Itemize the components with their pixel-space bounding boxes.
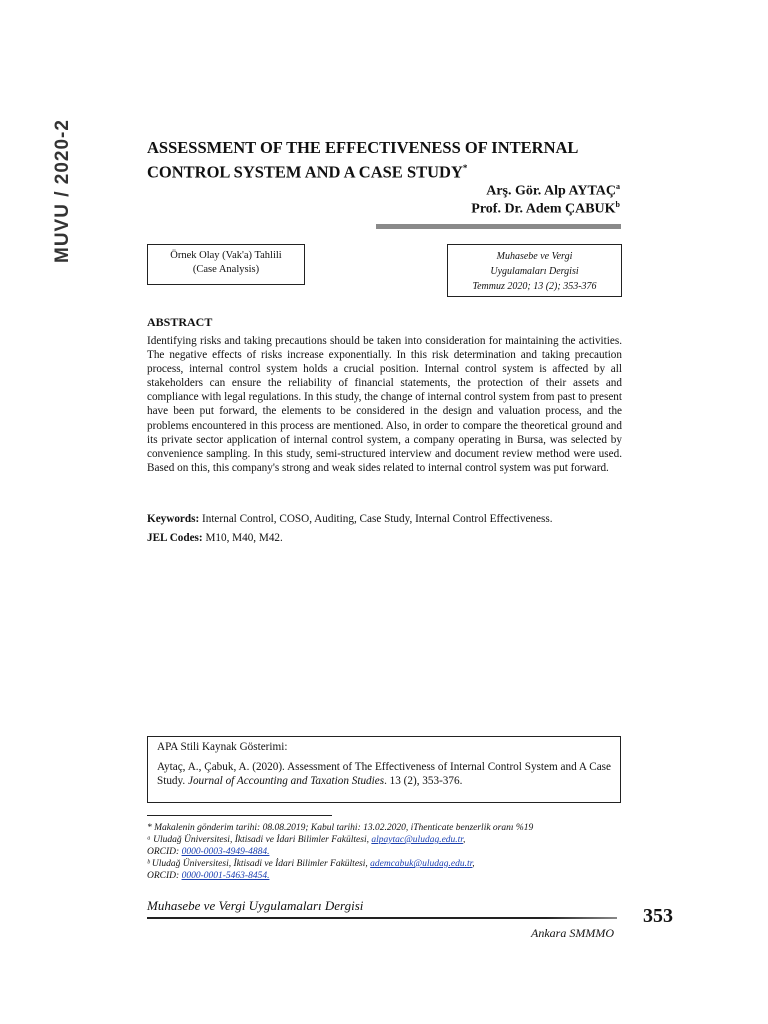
jel-codes [147,532,283,544]
page-number: 353 [643,905,673,927]
footer-journal-name: Muhasebe ve Vergi Uygulamaları Dergisi [147,898,364,913]
article-type-tr: Örnek Olay (Vak'a) Tahlili [170,250,282,261]
author-2-email-link[interactable]: ademcabuk@uludag.edu.tr [370,859,473,869]
journal-info-box [447,244,622,297]
journal-info-line2: Uygulamaları Dergisi [490,266,579,277]
article-type-en: (Case Analysis) [192,264,260,275]
citation-heading: APA Stili Kaynak Gösterimi: [157,741,288,753]
article-title [147,138,625,183]
citation-journal: Journal of Accounting and Taxation Studies [187,775,385,787]
author-2-orcid-link[interactable]: 0000-0001-5463-8454. [181,871,270,881]
author-2-mark: b [615,200,620,209]
keywords [147,513,553,525]
footer-publisher: Ankara SMMMO [531,926,614,940]
footnote-a-orcid [147,846,627,858]
orcid-label: ORCID: [147,871,182,881]
title-text: ASSESSMENT OF THE EFFECTIVENESS OF INTERNAL CONTROL SYSTEM AND A CASE STUDY [147,138,578,182]
keywords-value: Internal Control, COSO, Auditing, Case Study, Internal Control Effectiveness. [202,513,553,525]
footnote-submission: * Makalenin gönderim tarihi: 08.08.2019; Kabul tarihi: 13.02.2020, iThenticate benzerlik oranı %19 [147,823,534,833]
footnote-b: ᵇ Uludağ Üniversitesi, İktisadi ve İdari Bilimler Fakültesi, ademcabuk@uludag.edu.tr, [147,859,475,869]
article-type-box [147,244,305,285]
journal-side-label [50,119,74,265]
footnote-a: ᵃ Uludağ Üniversitesi, İktisadi ve İdari Bilimler Fakültesi, alpaytac@uludag.edu.tr, [147,835,466,845]
citation-authors: Aytaç, A., Çabuk, A. (2020). Assessment of The Effectiveness of Internal Control System and A Case Study. [157,761,611,787]
author-1-name: Arş. Gör. Alp AYTAÇ [486,183,616,199]
author-1 [486,182,620,200]
jel-value: M10, M40, M42. [205,532,283,544]
title-rule [376,224,621,229]
abstract-text: Identifying risks and taking precautions should be taken into consideration for maintaining the activities. The negative effects of risks increase exponentially. In this risk determination and taking precaution process, internal control system holds a crucial position. Internal control system is affected by all stakeholders can ensure the reliability of financial statements, the protection of their assets and compliance with legal regulations. In this study, the change of internal control system from past to present have been put forward, the elements to be considered in the design and valuation process, and the problems encountered in this process are mentioned. Also, in order to compare the theoretical ground and its private sector application of internal control system, a company operating in Bursa, was selected by convenience sampling. In this study, semi-structured interview and document review method were used. Based on this, this company's strong and weak sides related to internal control system was put forward. [147,335,622,474]
footer-rule [147,917,617,919]
jel-label: JEL Codes: [147,532,203,544]
title-footnote-mark: * [462,163,468,173]
abstract-heading: ABSTRACT [147,315,213,329]
author-2-name: Prof. Dr. Adem ÇABUK [471,201,616,217]
footnote-b-affiliation: ᵇ Uludağ Üniversitesi, İktisadi ve İdari Bilimler Fakültesi, [147,859,371,869]
footnote-a-affiliation: ᵃ Uludağ Üniversitesi, İktisadi ve İdari Bilimler Fakültesi, [147,835,372,845]
side-label-text: MUVU / 2020-2 [52,119,73,263]
citation-box [147,736,621,803]
journal-info-line3: Temmuz 2020; 13 (2); 353-376 [472,281,597,292]
footnote-b-orcid [147,870,627,882]
keywords-label: Keywords: [147,513,200,525]
author-1-mark: a [616,182,620,191]
author-1-email-link[interactable]: alpaytac@uludag.edu.tr [371,835,463,845]
author-2 [471,200,620,218]
orcid-label: ORCID: [147,847,182,857]
citation-details: . 13 (2), 353-376. [384,775,463,787]
footnote-rule [147,815,332,816]
citation-text [157,760,611,788]
footnotes [147,822,627,882]
author-1-orcid-link[interactable]: 0000-0003-4949-4884. [181,847,270,857]
journal-info-line1: Muhasebe ve Vergi [496,251,573,262]
